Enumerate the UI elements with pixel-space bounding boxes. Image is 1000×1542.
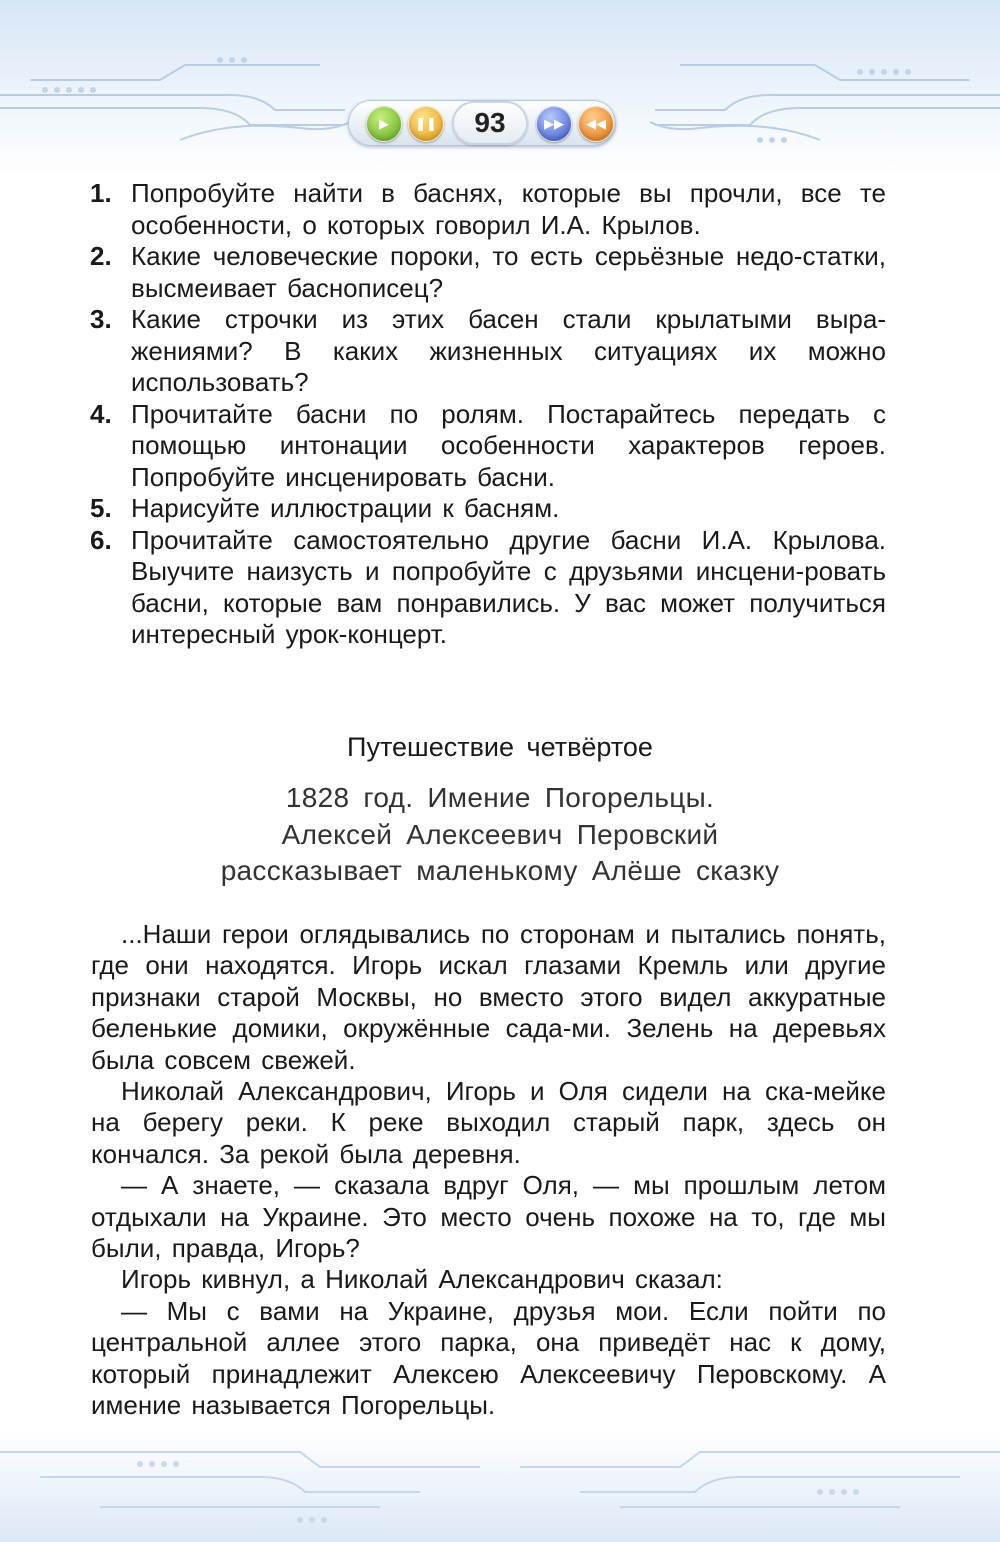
question-number: 6. [90,524,112,555]
question-text: Прочитайте самостоятельно другие басни И.А. Крылова. Выучите наизусть и попробуйте с друзьями инсцени-ровать басни, которые вам понравились. У вас может получиться интересный урок-концерт. [131,524,886,649]
rewind-button[interactable] [578,106,614,142]
rewind-icon: ◀◀ [586,116,606,132]
section-title: Путешествие четвёртое [347,732,653,762]
question-number: 2. [90,241,112,271]
question-item [90,178,886,241]
fast-forward-icon: ▶▶ [544,116,564,132]
question-text: Попробуйте найти в баснях, которые вы прочли, все те особенности, о которых говорил И.А. Крылов. [131,178,886,240]
footer-ornament [0,1432,1000,1542]
subtitle-line: рассказывает маленькому Алёше сказку [220,855,780,886]
page-number: 93 [452,101,528,145]
pause-icon: ❚❚ [415,116,437,132]
question-number: 4. [90,398,112,429]
pause-button[interactable] [408,106,444,142]
paragraph: — Мы с вами на Украине, друзья мои. Если пойти по центральной аллее этого парка, она приведёт нас к дому, который принадлежит Алексею Алексеевичу Перовскому. А имение называется Погорельцы. [91,1295,886,1421]
subtitle-line: Алексей Алексеевич Перовский [281,818,719,850]
question-text: Прочитайте басни по ролям. Постарайтесь передать с помощью интонации особенности характеров героев. Попробуйте инсценировать басни. [131,398,886,492]
paragraph: Николай Александрович, Игорь и Оля сидели на ска-мейке на берегу реки. К реке выходил старый парк, здесь он кончался. За рекой была деревня. [91,1076,886,1169]
question-item [90,399,886,494]
question-number: 3. [90,304,112,334]
paragraph: ...Наши герои оглядывались по сторонам и пытались понять, где они находятся. Игорь искал глазами Кремль или другие признаки старой Москвы, но вместо этого видел аккуратные беленькие домики, окружённые сада-ми. Зелень на деревьях была совсем свежей. [91,919,886,1075]
question-number: 5. [90,493,112,523]
fast-forward-button[interactable] [536,106,572,142]
section-subtitle [150,780,850,890]
play-icon: ▶ [379,116,389,132]
question-text: Какие человеческие пороки, то есть серьёзные недо-статки, высмеивает баснописец? [131,241,886,303]
question-number: 1. [90,178,112,208]
question-item [90,241,886,304]
questions-list [90,178,886,651]
question-item [90,493,886,525]
play-button[interactable] [366,106,402,142]
paragraph: Игорь кивнул, а Николай Александрович сказал: [121,1264,723,1295]
paragraph: — А знаете, — сказала вдруг Оля, — мы прошлым летом отдыхали на Украине. Это место очень похоже на то, где мы были, правда, Игорь? [91,1170,886,1264]
question-item [90,304,886,399]
subtitle-line: 1828 год. Имение Погорельцы. [285,782,715,813]
question-text: Какие строчки из этих басен стали крылатыми выра-жениями? В каких жизненных ситуациях их можно использовать? [131,304,886,397]
question-item [90,525,886,651]
story-text [91,919,886,1422]
question-text: Нарисуйте иллюстрации к басням. [131,493,560,523]
